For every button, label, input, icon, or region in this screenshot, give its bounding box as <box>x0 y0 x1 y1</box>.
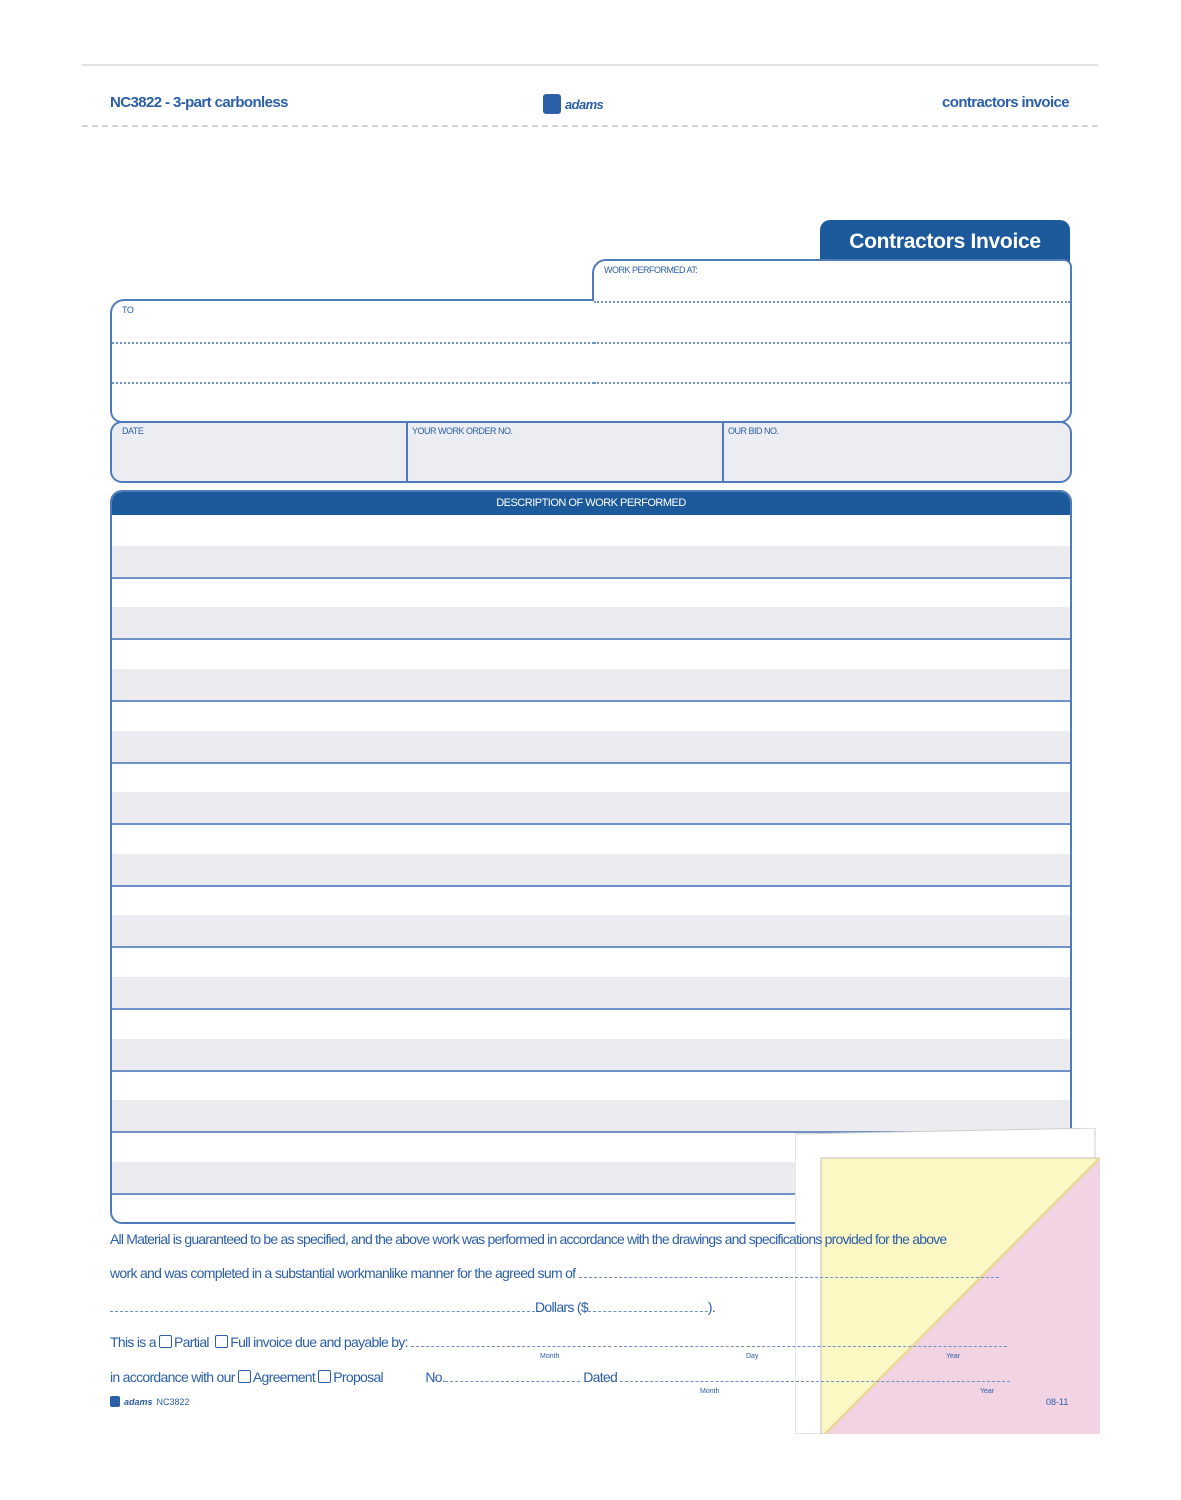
dollars-close: ). <box>707 1299 716 1315</box>
partial-label: Partial <box>174 1334 209 1350</box>
description-row[interactable] <box>112 761 1070 794</box>
description-row[interactable] <box>112 885 1070 918</box>
description-row[interactable] <box>112 607 1070 640</box>
invoice-type-line <box>110 1334 1007 1350</box>
due-month-input[interactable] <box>411 1334 611 1347</box>
reference-row <box>110 421 1072 483</box>
agreement-no-input[interactable] <box>445 1369 580 1382</box>
top-rule <box>82 64 1098 66</box>
description-row[interactable] <box>112 515 1070 548</box>
completion-text: work and was completed in a substantial workmanlike manner for the agreed sum of <box>110 1265 576 1281</box>
dated-month-caption: Month <box>700 1388 720 1395</box>
dated-year-caption: Year <box>980 1388 995 1395</box>
description-table[interactable] <box>110 490 1072 1224</box>
accordance-text: in accordance with our <box>110 1369 235 1385</box>
agreement-label: Agreement <box>252 1369 316 1385</box>
due-day-input[interactable] <box>614 1334 744 1347</box>
agreed-sum-input[interactable] <box>579 1265 999 1278</box>
footer-code: NC3822 <box>156 1396 190 1407</box>
day-caption: Day <box>746 1353 759 1360</box>
description-row[interactable] <box>112 577 1070 610</box>
partial-checkbox[interactable] <box>159 1335 172 1348</box>
description-rows <box>112 515 1070 1222</box>
proposal-checkbox[interactable] <box>318 1370 331 1383</box>
to-label: TO <box>122 305 134 315</box>
no-label: No. <box>425 1369 446 1385</box>
description-row[interactable] <box>112 792 1070 825</box>
carbonless-copies <box>795 1128 1100 1434</box>
work-performed-at-field[interactable] <box>592 259 1072 423</box>
footer-brand-name: adams <box>124 1396 153 1407</box>
brand-name: adams <box>565 96 604 112</box>
dollars-line <box>110 1299 715 1315</box>
description-row[interactable] <box>112 823 1070 856</box>
description-row[interactable] <box>112 1069 1070 1102</box>
product-code: NC3822 - 3-part carbonless <box>110 94 288 111</box>
dated-input[interactable] <box>620 1369 1010 1382</box>
bid-label: OUR BID NO. <box>728 426 779 436</box>
date-label: DATE <box>122 426 144 436</box>
header-divider <box>82 125 1098 127</box>
proposal-label: Proposal <box>333 1369 383 1385</box>
agreement-checkbox[interactable] <box>238 1370 251 1383</box>
description-row[interactable] <box>112 638 1070 671</box>
footer-brand <box>110 1396 190 1407</box>
adams-logo-icon <box>110 1396 120 1407</box>
dollars-label: Dollars ($ <box>535 1299 588 1315</box>
description-row[interactable] <box>112 946 1070 979</box>
accordance-line <box>110 1369 1010 1385</box>
description-row[interactable] <box>112 915 1070 948</box>
work-performed-at-label: WORK PERFORMED AT: <box>604 265 698 275</box>
full-checkbox[interactable] <box>215 1335 228 1348</box>
description-row[interactable] <box>112 1039 1070 1072</box>
year-caption: Year <box>946 1353 961 1360</box>
description-row[interactable] <box>112 731 1070 764</box>
work-order-label: YOUR WORK ORDER NO. <box>412 426 513 436</box>
guarantee-text: All Material is guaranteed to be as specified, and the above work was performed in accordance with the drawings and specifications provided for the above <box>110 1231 947 1247</box>
dollars-words-input[interactable] <box>110 1299 535 1312</box>
description-header: DESCRIPTION OF WORK PERFORMED <box>112 492 1070 515</box>
month-caption: Month <box>540 1353 560 1360</box>
completion-line <box>110 1265 999 1281</box>
revision-code: 08-11 <box>1046 1397 1069 1407</box>
description-row[interactable] <box>112 700 1070 733</box>
brand-logo <box>543 94 603 114</box>
form-title: Contractors Invoice <box>849 230 1041 253</box>
description-row[interactable] <box>112 669 1070 702</box>
full-label: Full invoice due and payable by: <box>230 1334 408 1350</box>
this-is-a-label: This is a <box>110 1334 156 1350</box>
description-row[interactable] <box>112 1008 1070 1041</box>
form-name: contractors invoice <box>942 94 1069 111</box>
due-year-input[interactable] <box>747 1334 1007 1347</box>
description-row[interactable] <box>112 546 1070 579</box>
to-field[interactable] <box>110 299 594 423</box>
description-row[interactable] <box>112 977 1070 1010</box>
dollars-amount-input[interactable] <box>588 1299 708 1312</box>
description-row[interactable] <box>112 854 1070 887</box>
title-tab <box>820 220 1070 264</box>
adams-logo-icon <box>543 94 561 114</box>
dated-label: Dated <box>583 1369 618 1385</box>
